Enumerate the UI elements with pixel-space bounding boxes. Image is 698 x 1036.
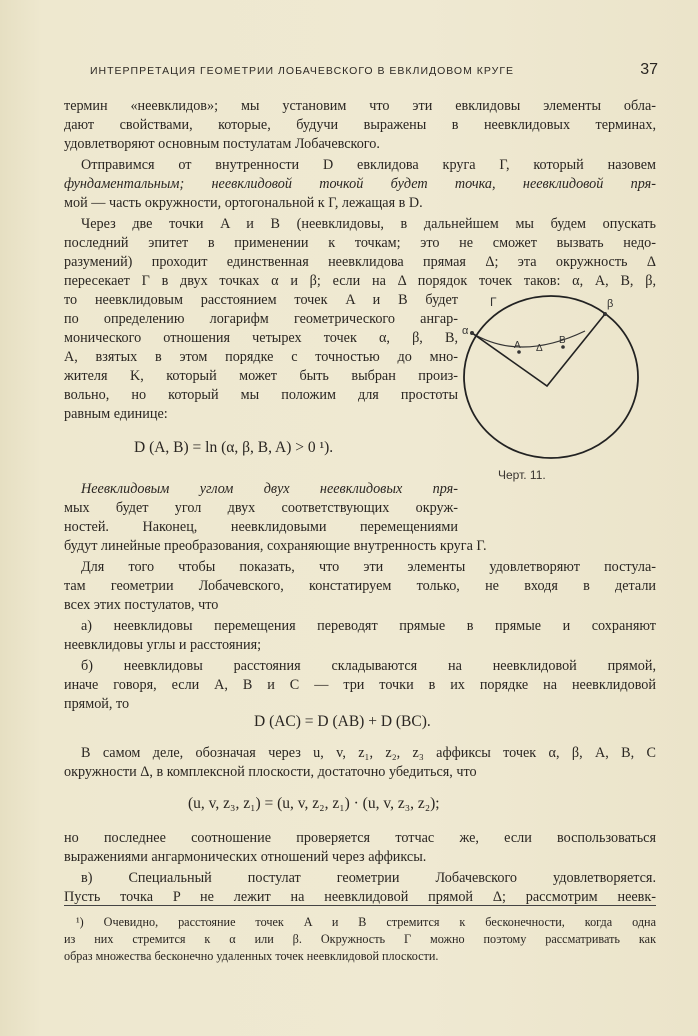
text-line: окружности Δ, в комплексной плоскости, достаточно убедиться, что [64, 764, 477, 780]
text-line: выражениями ангармонических отношений через аффиксы. [64, 849, 427, 865]
text-line: в) Специальный постулат геометрии Лобачевского удовлетворяется. [81, 870, 656, 886]
page-header [90, 63, 658, 83]
text-line: равным единице: [64, 406, 168, 422]
text-line: Через две точки A и B (неевклидовы, в дальнейшем мы будем опускать [81, 216, 656, 232]
text-line: неевклидовы углы и расстояния; [64, 637, 262, 653]
footnote-line: образ множества бесконечно удаленных точек неевклидовой плоскости. [64, 949, 439, 963]
text-line: жителя K, который может быть выбран произ- [64, 368, 458, 384]
footnote-rule [64, 905, 656, 906]
text-line: монического отношения четырех точек α, β, B, [64, 330, 458, 346]
figure-caption: Черт. 11. [498, 468, 546, 482]
text-line: по определению логарифм геометрического ангар- [64, 311, 458, 327]
fundamental-circle-gamma [464, 296, 638, 458]
text-line: Неевклидовым углом двух неевклидовых пря- [81, 481, 458, 497]
formula-additivity: D (AC) = D (AB) + D (BC). [254, 713, 431, 730]
figure-lobachevsky-circle [458, 288, 648, 466]
label-beta: β [607, 298, 614, 310]
text-line: б) неевклидовы расстояния складываются на неевклидовой прямой, [81, 658, 656, 674]
text-line: Отправимся от внутренности D евклидова круга Г, который назовем [81, 157, 656, 173]
label-a: A [514, 340, 521, 351]
text-line: иначе говоря, если A, B и C — три точки в их порядке на неевклидовой [64, 677, 656, 693]
text-line: В самом деле, обозначая через u, v, z₁, z₂, z₃ аффиксы точек α, β, A, B, C [81, 745, 656, 761]
page-number: 37 [640, 61, 658, 78]
footnote-line: ¹) Очевидно, расстояние точек A и B стремится к бесконечности, когда одна [76, 915, 656, 929]
running-title: ИНТЕРПРЕТАЦИЯ ГЕОМЕТРИИ ЛОБАЧЕВСКОГО В ЕВКЛИДОВОМ КРУГЕ [90, 65, 515, 77]
text-line: будут линейные преобразования, сохраняющие внутренность круга Г. [64, 538, 487, 554]
text-line: вольно, но который мы положим для простоты [64, 387, 458, 403]
formula-cross-ratio: (u, v, z₃, z₁) = (u, v, z₂, z₁) · (u, v, z₃, z₂); [188, 795, 440, 812]
text-line: фундаментальным; неевклидовой точкой будет точка, неевклидовой пря- [64, 176, 656, 192]
footnote-line: из них стремится к α или β. Окружность Г можно поэтому рассматривать как [64, 932, 656, 946]
text-line: всех этих постулатов, что [64, 597, 219, 613]
text-line: там геометрии Лобачевского, констатируем только, не входя в детали [64, 578, 656, 594]
text-line: удовлетворяют основным постулатам Лобачевского. [64, 136, 380, 152]
text-line: ностей. Наконец, неевклидовыми перемещениями [64, 519, 458, 535]
text-line: то неевклидовым расстоянием точек A и B будет [64, 292, 458, 308]
text-line: разумений) проходит единственная неевклидова прямая Δ; эта окружность Δ [64, 254, 656, 270]
text-line: дают свойствами, которые, будучи выражены в неевклидовых терминах, [64, 117, 656, 133]
text-line: Для того чтобы показать, что эти элементы удовлетворяют постула- [81, 559, 656, 575]
text-line: последний эпитет в применении к точкам; это не сможет вызвать недо- [64, 235, 656, 251]
text-line: Пусть точка P не лежит на неевклидовой прямой Δ; рассмотрим неевк- [64, 889, 656, 905]
text-line: мой — часть окружности, ортогональной к Г, лежащая в D. [64, 195, 423, 211]
text-line: A, взятых в этом порядке с точностью до мно- [64, 349, 458, 365]
text-line: термин «неевклидов»; мы установим что эти евклидовы элементы обла- [64, 98, 656, 114]
label-gamma: Γ [490, 295, 497, 309]
label-alpha: α [462, 325, 469, 337]
text-line: но последнее соотношение проверяется тотчас же, если воспользоваться [64, 830, 656, 846]
label-delta: Δ [536, 343, 543, 354]
text-line: прямой, то [64, 696, 130, 712]
label-b: B [559, 335, 566, 346]
formula-distance: D (A, B) = ln (α, β, B, A) > 0 ¹). [134, 439, 334, 456]
text-line: пересекает Г в двух точках α и β; если на Δ порядок точек таков: α, A, B, β, [64, 273, 656, 289]
text-line: а) неевклидовы перемещения переводят прямые в прямые и сохраняют [81, 618, 656, 634]
text-line: мых будет угол двух соответствующих окруж- [64, 500, 458, 516]
